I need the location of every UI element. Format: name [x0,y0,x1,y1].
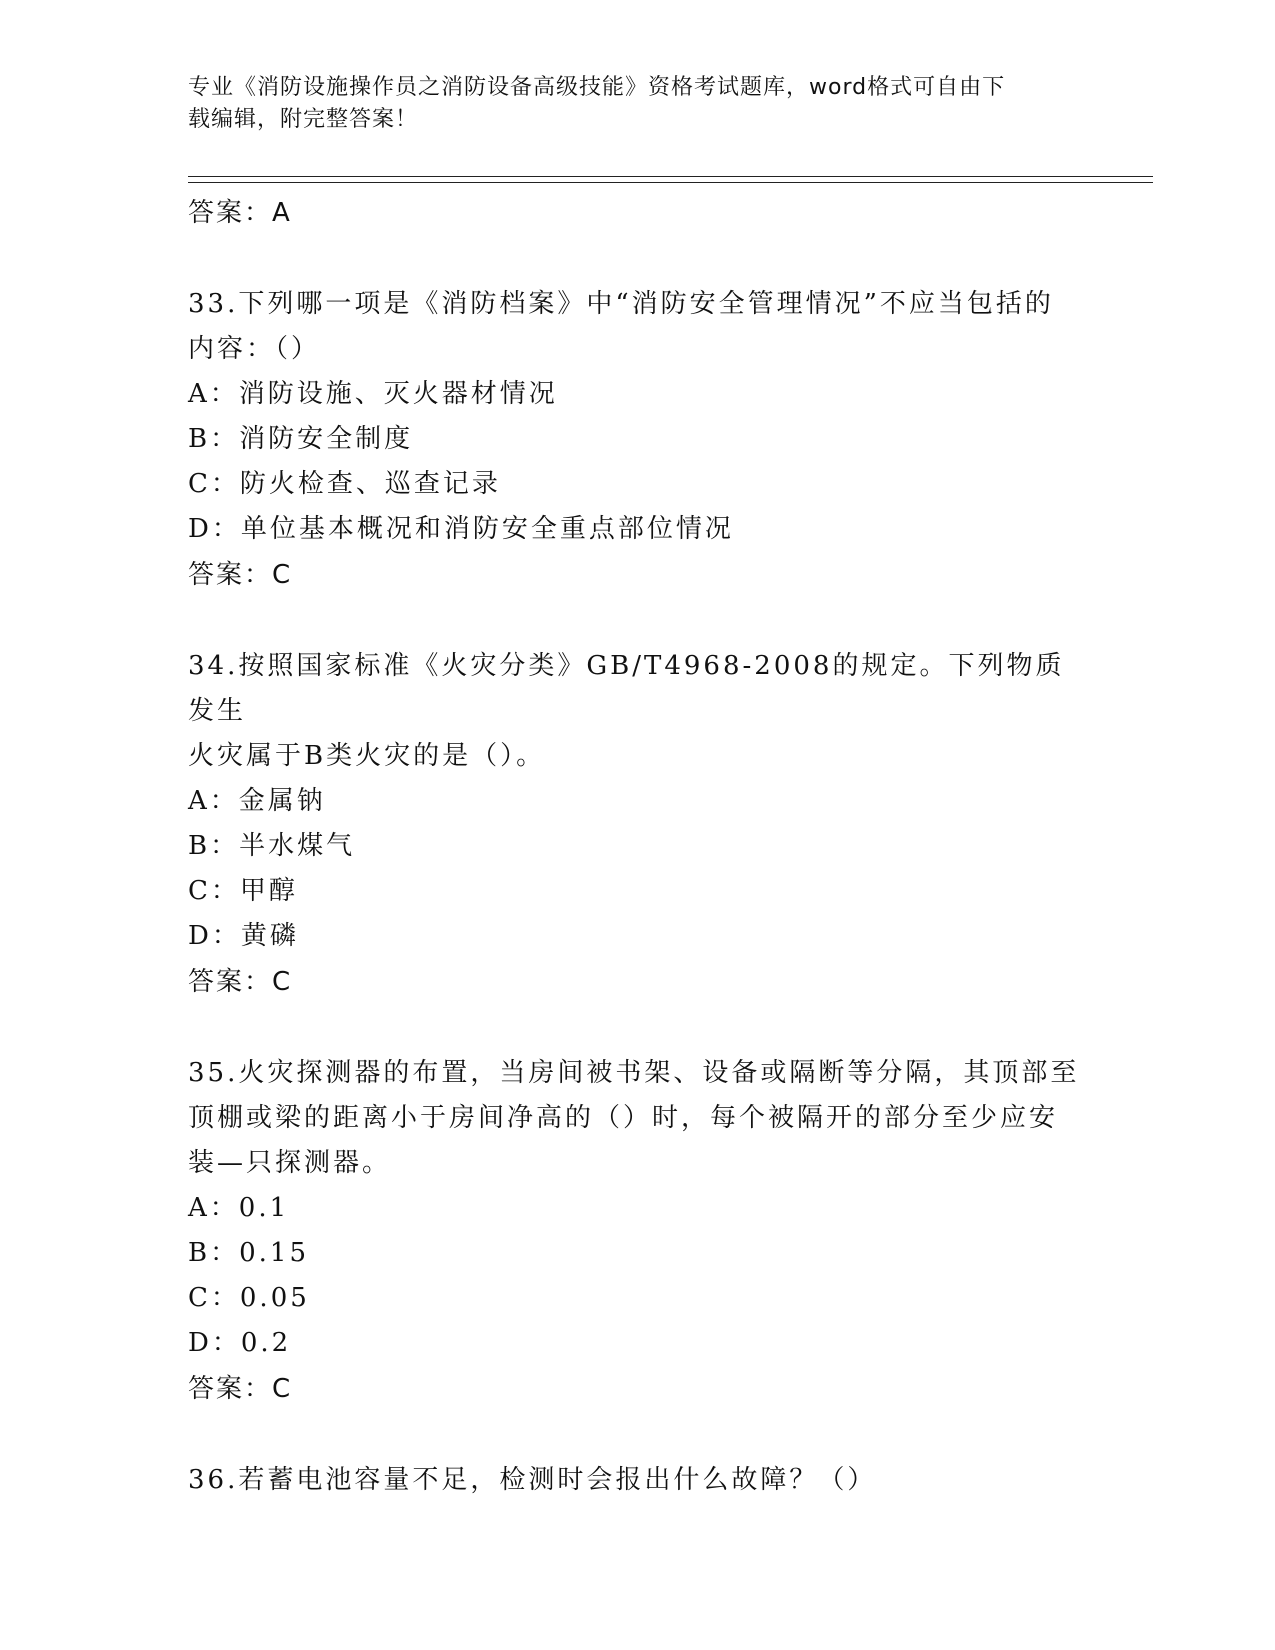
stem-line: 33.下列哪一项是《消防档案》中“消防安全管理情况”不应当包括的 [188,289,1054,319]
question-stem [188,1051,1088,1186]
option-a: A：金属钠 [188,786,326,816]
option-b: B：0.15 [188,1238,309,1268]
header-rule-bottom [188,182,1153,183]
option-a: A：消防设施、灭火器材情况 [188,379,558,409]
header-rule-top [188,176,1153,177]
question-stem [188,282,1088,372]
stem-line: 装—只探测器。 [188,1148,392,1178]
question-list [188,190,1088,1503]
stem-line: 顶棚或梁的距离小于房间净高的（）时，每个被隔开的部分至少应安 [188,1103,1059,1133]
stem-line: 火灾属于B类火灾的是（）。 [188,741,546,771]
option-d: D：单位基本概况和消防安全重点部位情况 [188,514,734,544]
option-d: D：黄磷 [188,921,299,951]
stem-line: 34.按照国家标准《火灾分类》GB/T4968-2008的规定。下列物质发生 [188,651,1065,726]
option-b: B：消防安全制度 [188,424,414,454]
question-35 [188,1051,1088,1412]
option-c: C：甲醇 [188,876,298,906]
question-stem [188,1458,1088,1503]
header-line-1: 专业《消防设施操作员之消防设备高级技能》资格考试题库，word格式可自由下 [188,75,1006,100]
answer-line: 答案：C [188,560,293,590]
answer-line: 答案：A [188,198,292,228]
question-stem [188,644,1088,779]
stem-line: 36.若蓄电池容量不足，检测时会报出什么故障？（） [188,1465,877,1495]
option-d: D：0.2 [188,1328,292,1358]
option-a: A：0.1 [188,1193,290,1223]
question-34 [188,644,1088,1005]
answer-line: 答案：C [188,967,293,997]
stem-line: 内容：（） [188,334,321,364]
answer-line: 答案：C [188,1374,293,1404]
document-header [188,72,1068,136]
header-line-2: 载编辑，附完整答案！ [188,107,419,132]
option-c: C：防火检查、巡查记录 [188,469,501,499]
option-c: C：0.05 [188,1283,310,1313]
option-b: B：半水煤气 [188,831,356,861]
question-33 [188,282,1088,598]
question-36 [188,1458,1088,1503]
stem-line: 35.火灾探测器的布置，当房间被书架、设备或隔断等分隔，其顶部至 [188,1058,1080,1088]
